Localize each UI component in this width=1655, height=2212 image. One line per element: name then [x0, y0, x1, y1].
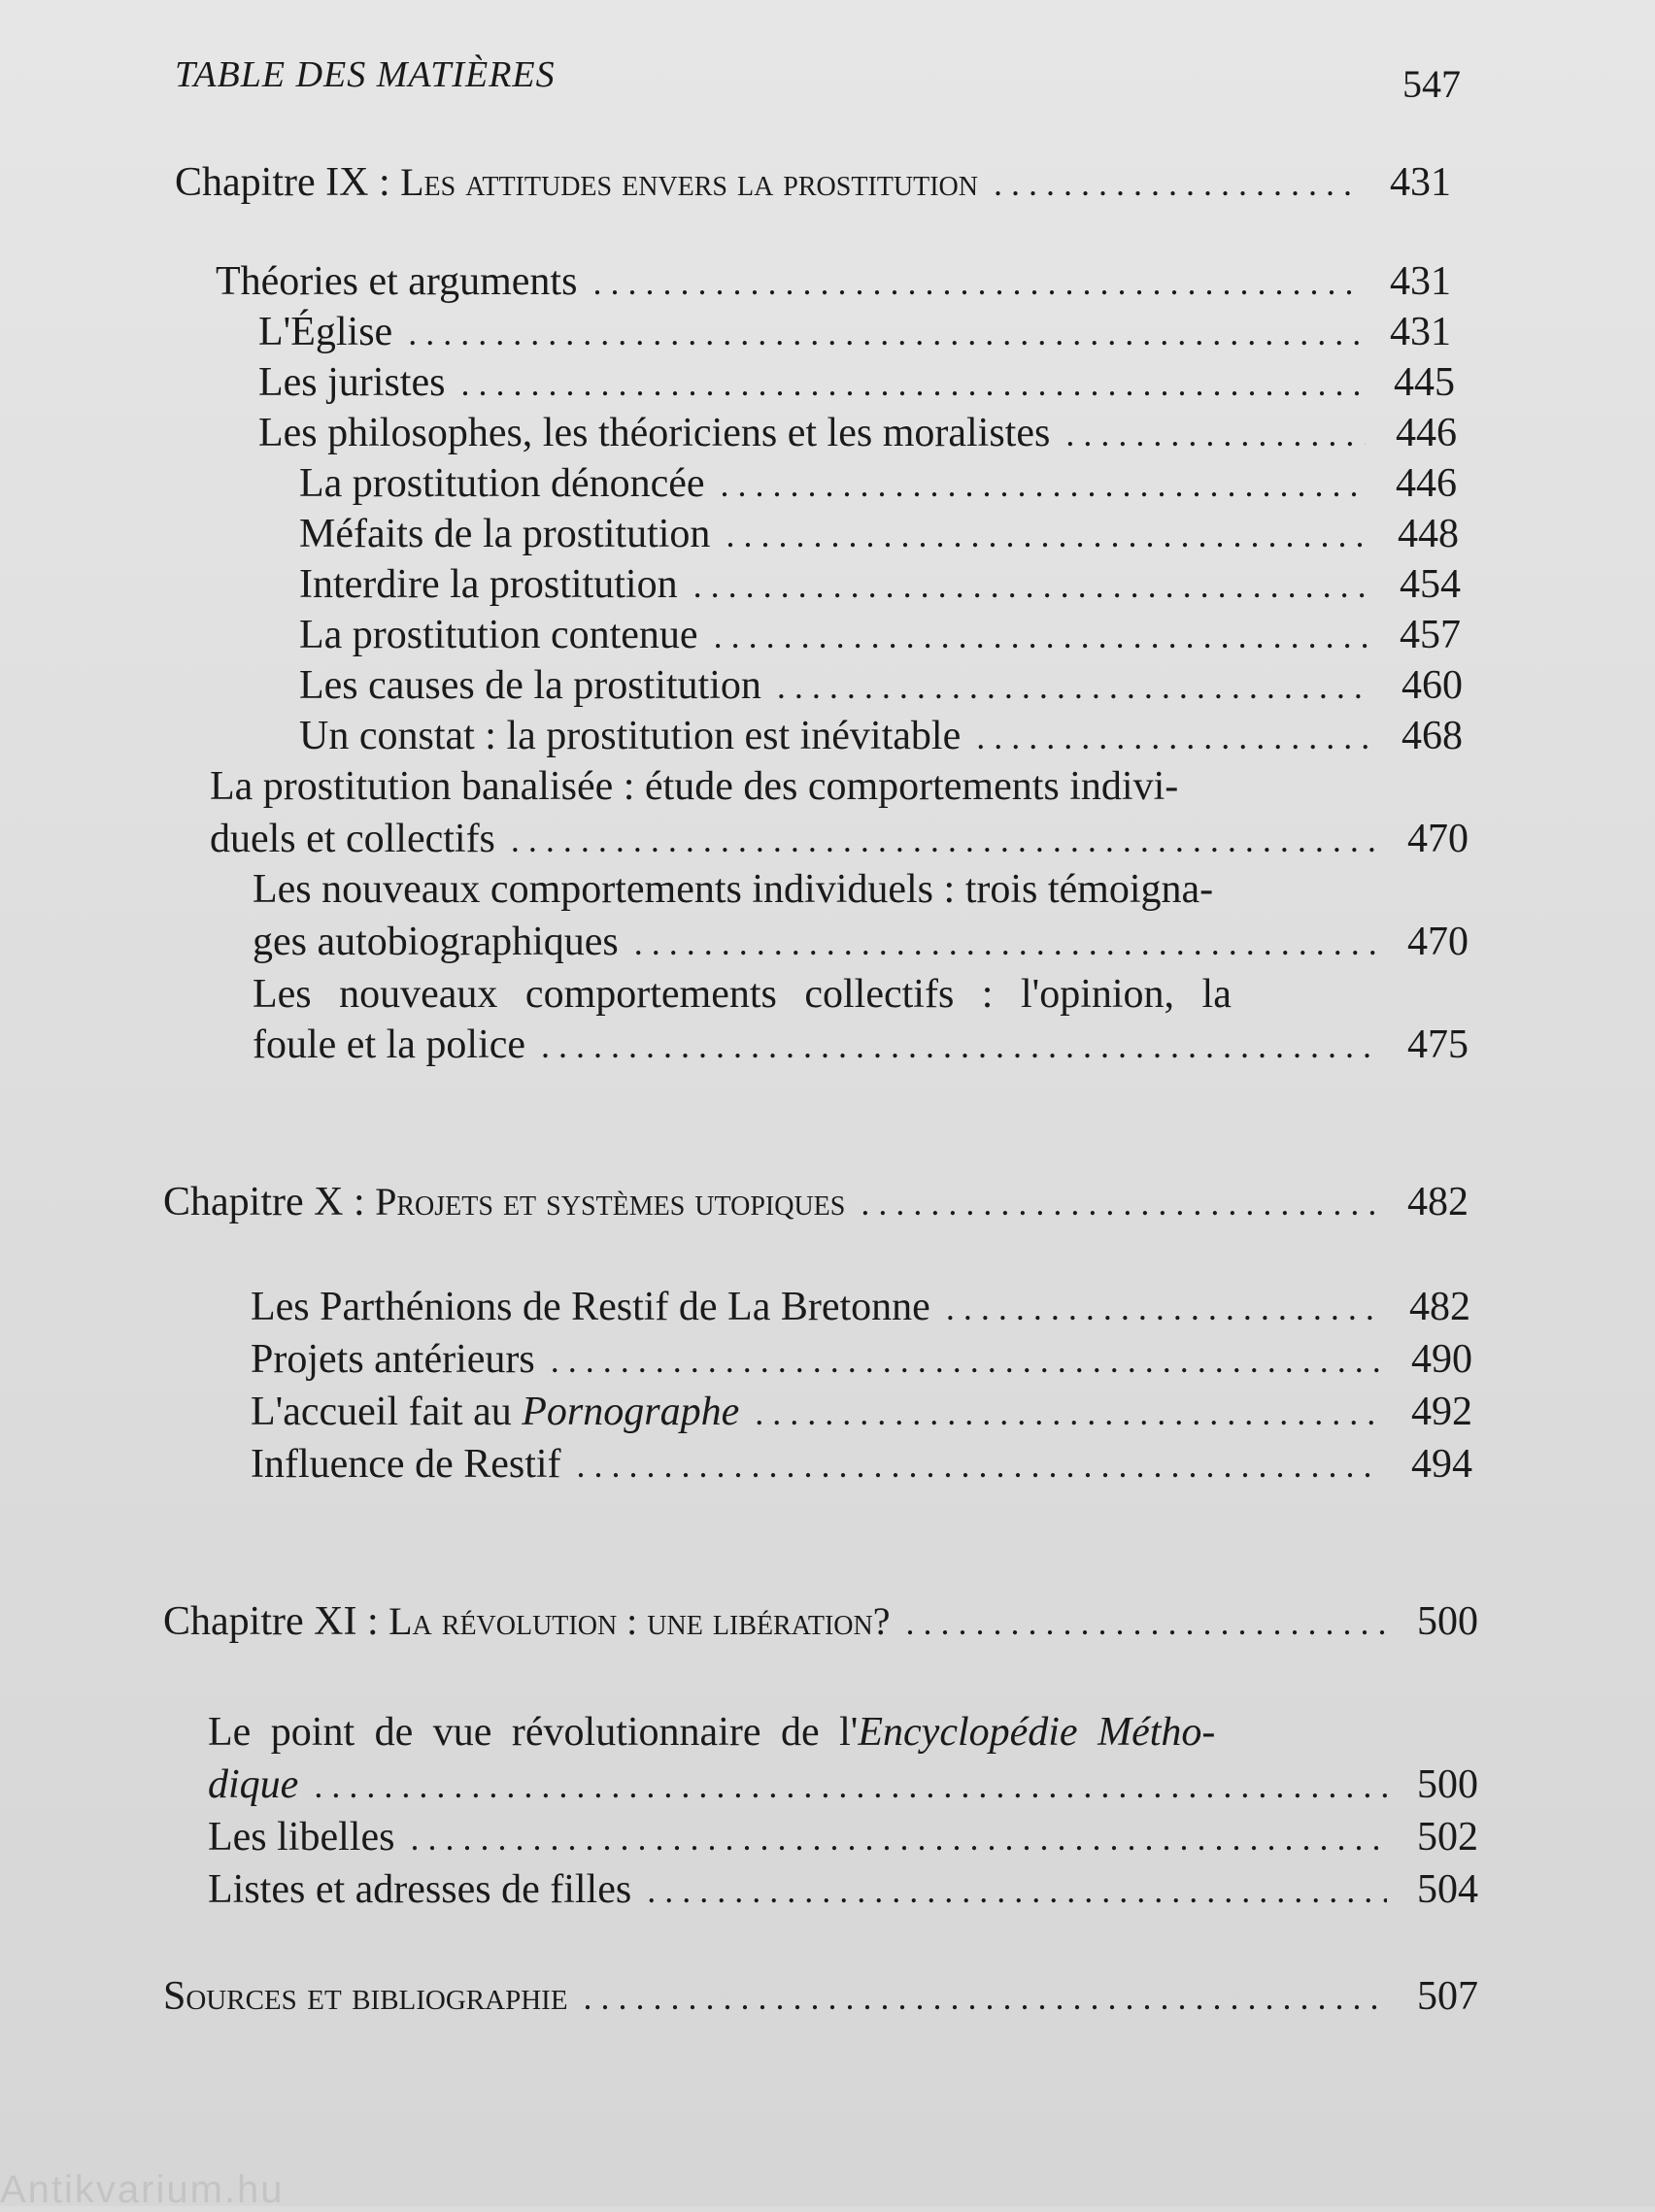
entry-title-line2: foule et la police	[253, 1022, 526, 1067]
toc-entry-multiline[interactable]	[253, 969, 1360, 1021]
chapter-title: Les attitudes envers la prostitution	[400, 160, 978, 204]
entry-page: 470	[1407, 920, 1469, 964]
sources-title: Sources et bibliographie	[163, 1974, 568, 2019]
leader-dots	[755, 1388, 1381, 1438]
toc-entry[interactable]	[299, 458, 1457, 510]
toc-entry-multiline[interactable]	[208, 1707, 1373, 1759]
watermark: Antikvarium.hu	[0, 2168, 285, 2211]
entry-page: 460	[1402, 663, 1463, 708]
entry-page: 490	[1411, 1337, 1472, 1382]
toc-entry[interactable]	[208, 1812, 1478, 1863]
entry-title: Les causes de la prostitution	[299, 663, 761, 708]
toc-entry[interactable]	[299, 559, 1461, 611]
toc-entry[interactable]	[251, 1282, 1470, 1333]
leader-dots	[777, 661, 1371, 712]
toc-entry[interactable]	[299, 509, 1459, 560]
toc-entry[interactable]	[251, 1387, 1472, 1438]
toc-entry-multiline[interactable]	[253, 864, 1360, 916]
entry-title-italic: Pornographe	[522, 1390, 740, 1434]
entry-page: 454	[1400, 562, 1461, 607]
entry-page: 431	[1390, 259, 1451, 304]
entry-page: 502	[1417, 1815, 1478, 1860]
entry-title: Théories et arguments	[216, 259, 578, 304]
chapter-page: 431	[1390, 160, 1451, 205]
entry-page: 448	[1398, 512, 1459, 556]
leader-dots	[714, 611, 1369, 661]
page-number: 547	[1402, 62, 1461, 106]
toc-entry[interactable]	[251, 1334, 1472, 1386]
entry-page: 470	[1407, 817, 1469, 861]
leader-dots	[946, 1283, 1379, 1333]
entry-page: 457	[1400, 613, 1461, 657]
entry-page: 446	[1396, 411, 1457, 455]
entry-page: 504	[1417, 1867, 1478, 1912]
leader-dots	[584, 1972, 1387, 2023]
leader-dots	[726, 510, 1368, 560]
leader-dots	[410, 1813, 1387, 1863]
entry-page: 445	[1394, 360, 1455, 405]
entry-title: L'accueil fait au	[251, 1390, 523, 1434]
toc-entry-multiline[interactable]	[210, 761, 1356, 813]
chapter-label: Chapitre X :	[163, 1180, 376, 1224]
entry-title: Les philosophes, les théoriciens et les moralistes	[258, 411, 1051, 455]
leader-dots	[577, 1440, 1381, 1491]
entry-page: 446	[1396, 461, 1457, 506]
toc-entry[interactable]	[299, 610, 1461, 661]
entry-page: 500	[1417, 1762, 1478, 1807]
chapter-label: Chapitre XI :	[163, 1599, 389, 1644]
toc-entry[interactable]	[208, 1864, 1478, 1916]
entry-title: Influence de Restif	[251, 1442, 561, 1487]
toc-entry[interactable]	[299, 660, 1463, 712]
entry-title: Interdire la prostitution	[299, 562, 678, 607]
toc-entry[interactable]	[299, 711, 1463, 762]
entry-title: Les juristes	[258, 360, 446, 405]
running-title: TABLE DES MATIÈRES	[175, 54, 556, 95]
toc-entry-multiline-end[interactable]	[208, 1760, 1478, 1811]
entry-page: 494	[1411, 1442, 1472, 1487]
entry-title: Un constat : la prostitution est inévitable	[299, 714, 962, 758]
chapter-10-heading[interactable]	[163, 1177, 1469, 1228]
chapter-title: La révolution : une libération?	[388, 1599, 891, 1643]
toc-entry[interactable]	[258, 307, 1451, 358]
entry-title: L'Église	[258, 310, 393, 354]
leader-dots	[551, 1335, 1381, 1386]
leader-dots	[408, 308, 1360, 358]
leader-dots	[592, 257, 1360, 308]
chapter-title: Projets et systèmes utopiques	[375, 1180, 846, 1223]
entry-title-line1: Les nouveaux comportements collectifs : l'opinion, la	[253, 972, 1232, 1017]
chapter-page: 500	[1417, 1599, 1478, 1644]
entry-title: La prostitution contenue	[299, 613, 698, 657]
toc-entry[interactable]	[216, 256, 1451, 308]
chapter-9-heading[interactable]	[175, 157, 1451, 209]
entry-title-line1: Le point de vue révolutionnaire de l'	[208, 1710, 859, 1755]
chapter-11-heading[interactable]	[163, 1596, 1478, 1648]
leader-dots	[460, 358, 1364, 409]
entry-page: 475	[1407, 1022, 1469, 1067]
entry-page: 492	[1411, 1390, 1472, 1434]
entry-title-line1: La prostitution banalisée : étude des comportements indivi-	[210, 764, 1179, 809]
entry-title: Les libelles	[208, 1815, 395, 1860]
entry-title: La prostitution dénoncée	[299, 461, 705, 506]
entry-title-line2: ges autobiographiques	[253, 920, 619, 964]
chapter-page: 482	[1407, 1180, 1469, 1224]
entry-title-line2: duels et collectifs	[210, 817, 495, 861]
leader-dots	[511, 815, 1377, 865]
toc-entry-multiline-end[interactable]	[253, 917, 1469, 968]
entry-title-line2: dique	[208, 1762, 299, 1807]
leader-dots	[541, 1021, 1377, 1071]
leader-dots	[861, 1178, 1377, 1228]
entry-title: Projets antérieurs	[251, 1337, 535, 1382]
toc-entry[interactable]	[251, 1439, 1472, 1491]
leader-dots	[994, 158, 1360, 209]
leader-dots	[314, 1760, 1387, 1811]
entry-page: 468	[1402, 714, 1463, 758]
toc-entry-multiline-end[interactable]	[253, 1020, 1469, 1071]
entry-title: Méfaits de la prostitution	[299, 512, 711, 556]
sources-page: 507	[1417, 1974, 1478, 2019]
chapter-label: Chapitre IX :	[175, 160, 401, 205]
leader-dots	[721, 459, 1366, 510]
leader-dots	[976, 712, 1371, 762]
entry-title: Listes et adresses de filles	[208, 1867, 632, 1912]
leader-dots	[1065, 409, 1366, 459]
entry-page: 482	[1409, 1285, 1470, 1329]
leader-dots	[693, 560, 1369, 611]
entry-title-line1: Les nouveaux comportements individuels : trois témoigna-	[253, 867, 1214, 912]
leader-dots	[905, 1597, 1387, 1648]
entry-title: Les Parthénions de Restif de La Bretonne	[251, 1285, 930, 1329]
entry-page: 431	[1390, 310, 1451, 354]
leader-dots	[647, 1865, 1387, 1916]
toc-entry[interactable]	[258, 408, 1457, 459]
entry-title-italic: Encyclopédie Métho-	[858, 1710, 1216, 1755]
toc-entry[interactable]	[258, 357, 1455, 409]
running-head	[175, 53, 1461, 106]
toc-entry-multiline-end[interactable]	[210, 814, 1469, 865]
leader-dots	[634, 918, 1377, 968]
sources-heading[interactable]	[163, 1971, 1478, 2023]
